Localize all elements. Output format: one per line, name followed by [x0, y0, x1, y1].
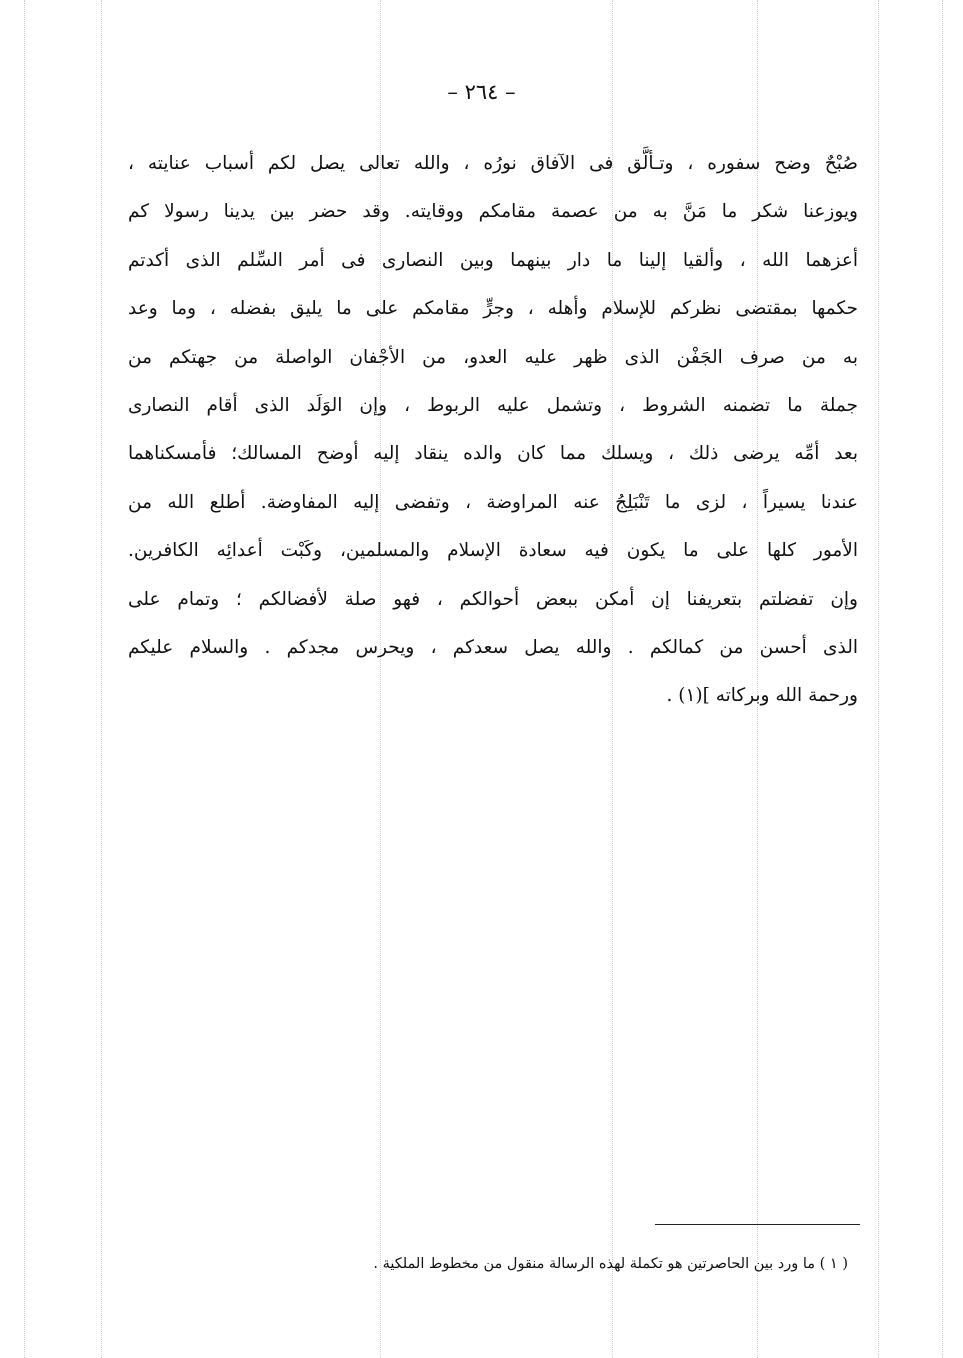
text-line: الأمور كلها على ما يكون فيه سعادة الإسلام والمسلمين، وكَبْت أعدائِه الكافرين. — [128, 540, 858, 562]
text-line: صُبْحٌ وضح سفوره ، وتـألَّق فى الآفاق نورُه ، والله تعالى يصل لكم أسباب عنايته ، — [128, 153, 858, 174]
text-line: أعزهما الله ، وألقيا إلينا ما دار بينهما وبين النصارى فى أمر السِّلم الذى أكدتم — [128, 249, 858, 271]
text-line: حكمها بمقتضى نظركم للإسلام وأهله ، وجرٍّ مقامكم على ما يليق بفضله ، وما وعد — [128, 298, 858, 320]
footnote-separator — [655, 1224, 860, 1225]
footnote: ( ١ ) ما ورد بين الحاصرتين هو تكملة لهذه الرسالة منقول من مخطوط الملكية . — [373, 1256, 848, 1272]
text-line: عندنا يسيراً ، لزى ما تَنْبَلِجُ عنه المراوضة ، وتفضى إليه المفاوضة. أطلع الله من — [128, 491, 858, 513]
scan-guide-line — [101, 0, 102, 1358]
scan-guide-line — [942, 0, 943, 1358]
text-line: ورحمة الله وبركاته ](١) . — [666, 685, 858, 707]
page-number: – ٢٦٤ – — [447, 80, 516, 104]
text-line: بعد أمِّه يرضى ذلك ، ويسلك مما كان والده ينقاد إليه أوضح المسالك؛ فأمسكناهما — [128, 443, 858, 465]
text-line: الذى أحسن من كمالكم . والله يصل سعدكم ، ويحرس مجدكم . والسلام عليكم — [128, 636, 858, 658]
text-line: وإن تفضلتم بتعريفنا إن أمكن ببعض أحوالكم ، فهو صلة لأفضالكم ؛ وتمام على — [128, 588, 858, 610]
body-text — [128, 140, 858, 721]
text-line: ويوزعنا شكر ما مَنَّ به من عصمة مقامكم ووقايته. وقد حضر بين يدينا رسولا كم — [128, 201, 858, 223]
scan-guide-line — [24, 0, 25, 1358]
text-line: به من صرف الجَفْن الذى ظهر عليه العدو، من الأجْفان الواصلة من جهتكم من — [128, 346, 858, 368]
text-line: جملة ما تضمنه الشروط ، وتشمل عليه الربوط ، وإن الوَلَد الذى أقام النصارى — [128, 394, 858, 416]
scan-guide-line — [878, 0, 879, 1358]
